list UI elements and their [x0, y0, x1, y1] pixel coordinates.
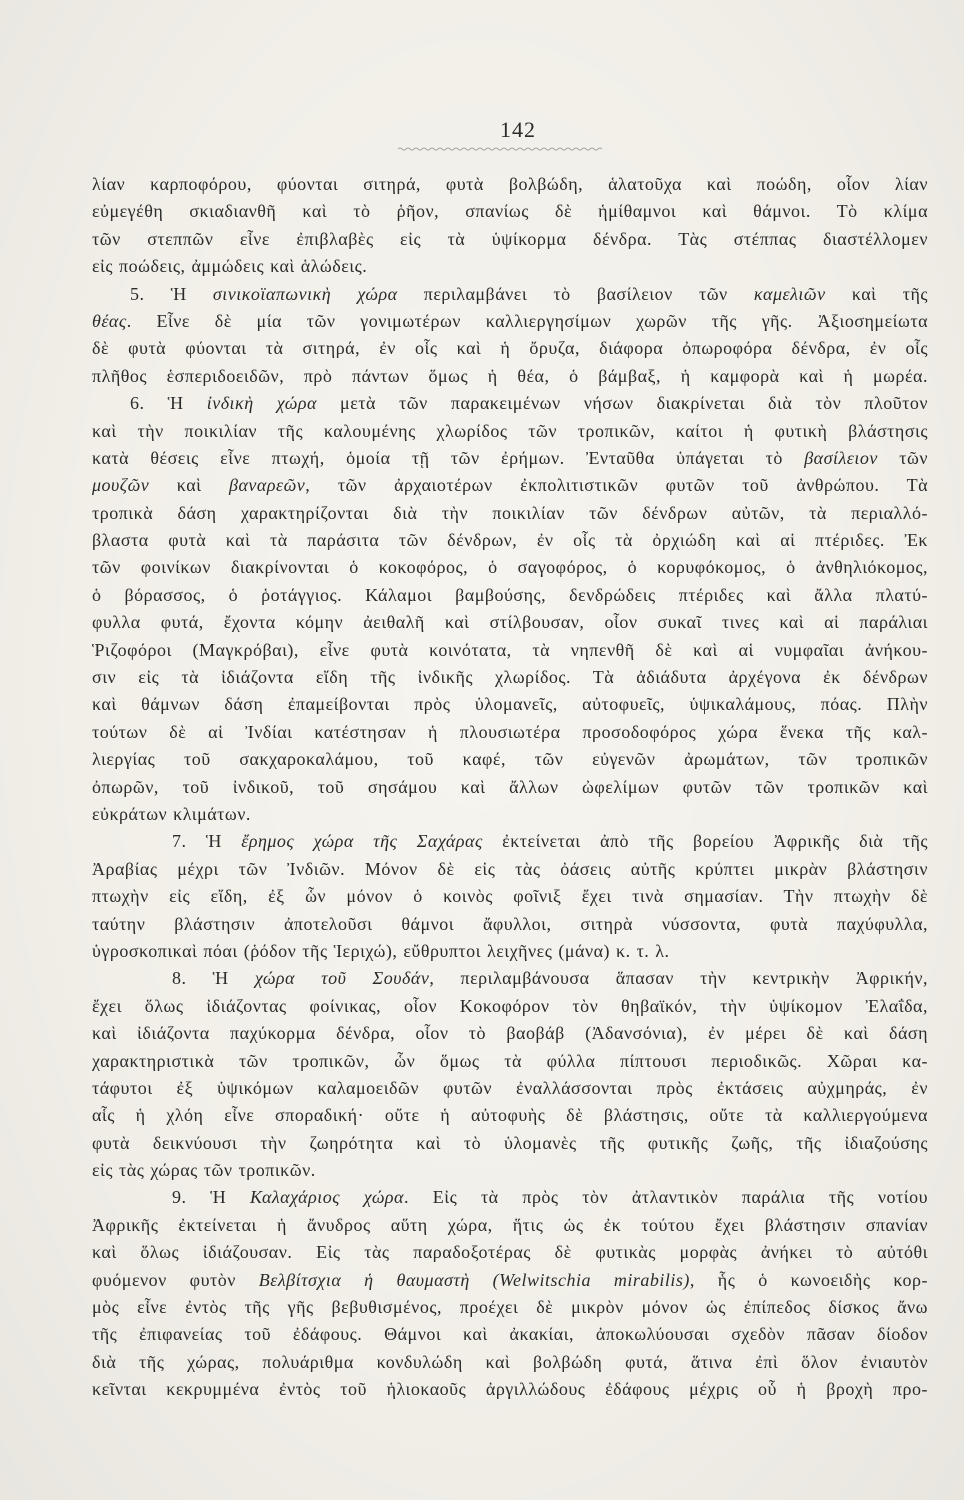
text-line: [92, 472, 928, 499]
paragraph: [92, 390, 928, 828]
text-run: 8. Ἡ: [172, 968, 255, 989]
text-run: 6. Ἡ: [130, 393, 207, 414]
text-line: [92, 500, 928, 527]
italic-term: βαναρεῶν: [229, 475, 306, 496]
text-run: αἷς ἡ χλόη εἶνε σποραδική· οὔτε ἡ αὐτοφυὴς δὲ βλάστησις, οὔτε τὰ καλλιεργούμενα: [92, 1105, 928, 1126]
text-run: εἰς ποώδεις, ἀμμώδεις καὶ ἁλώδεις.: [92, 256, 368, 277]
text-run: καὶ θάμνων δάση ἐπαμείβονται πρὸς ὑλομανεῖς, αὐτοφυεῖς, ὑψικαλάμους, πόας. Πλὴν: [92, 694, 928, 715]
italic-term: ἔρημος χώρα τῆς Σαχάρας: [241, 831, 483, 852]
text-run: καὶ τὴν ποικιλίαν τῆς καλουμένης χλωρίδος τῶν τροπικῶν, καίτοι ἡ φυτικὴ βλάστησις: [92, 420, 928, 441]
italic-term: ἰνδικὴ χώρα: [206, 393, 317, 414]
text-run: ἔχει ὅλως ἰδιάζοντας φοίνικας, οἷον Κοκοφόρον τὸν θηβαϊκόν, τὴν ὑψίκομον Ἐλαΐδα,: [92, 995, 928, 1016]
text-line: [92, 1102, 928, 1129]
text-run: καὶ: [149, 475, 230, 496]
text-line: [92, 363, 928, 390]
text-run: πλῆθος ἑσπεριδοειδῶν, πρὸ πάντων ὅμως ἡ θέα, ὁ βάμβαξ, ἡ καμφορὰ καὶ ἡ μωρέα.: [92, 365, 928, 386]
text-run: καὶ ὅλως ἰδιάζουσαν. Εἰς τὰς παραδοξοτέρας δὲ φυτικὰς μορφὰς ἀνήκει τὸ αὐτόθι: [92, 1242, 928, 1263]
text-line: [92, 911, 928, 938]
text-run: τῶν φοινίκων διακρίνονται ὁ κοκοφόρος, ὁ σαγοφόρος, ὁ κορυφόκομος, ὁ ἀνθηλιόκομος,: [92, 557, 928, 578]
text-run: τροπικὰ δάση χαρακτηρίζονται διὰ τὴν ποικιλίαν τῶν δένδρων αὐτῶν, τὰ περιαλλό-: [92, 502, 928, 523]
italic-term: βασίλειον: [804, 447, 878, 468]
text-line: [92, 828, 928, 855]
text-line: [92, 198, 928, 225]
text-body: [92, 171, 928, 1404]
text-run: . Εἰς τὰ πρὸς τὸν ἀτλαντικὸν παράλια τῆς νοτίου: [404, 1187, 928, 1208]
text-run: φυτὰ δεικνύουσι τὴν ζωηρότητα καὶ τὸ ὑλομανὲς τῆς φυτικῆς ζωῆς, τῆς ἰδιαζούσης: [92, 1132, 928, 1153]
text-run: περιλαμβάνει τὸ βασίλειον τῶν: [397, 283, 754, 304]
text-line: [92, 883, 928, 910]
text-line: [92, 335, 928, 362]
text-line: [92, 1075, 928, 1102]
text-run: τῆς ἐπιφανείας τοῦ ἐδάφους. Θάμνοι καὶ ἀκακίαι, ἀποκωλύουσαι σχεδὸν πᾶσαν δίοδον: [92, 1324, 928, 1345]
text-run: , ἧς ὁ κωνοειδὴς κορ-: [689, 1269, 928, 1290]
text-run: , περιλαμβάνουσα ἅπασαν τὴν κεντρικὴν Ἀφρικήν,: [429, 968, 928, 989]
text-line: [92, 691, 928, 718]
decorative-rule: [398, 144, 602, 154]
text-run: μὸς εἶνε ἐντὸς τῆς γῆς βεβυθισμένος, προέχει δὲ μικρὸν μόνον ὡς ἐπίπεδος δίσκος ἄνω: [92, 1297, 928, 1318]
text-line: [92, 1376, 928, 1403]
text-line: [92, 1212, 928, 1239]
text-run: 9. Ἡ: [172, 1187, 250, 1208]
text-line: [92, 582, 928, 609]
text-line: [92, 609, 928, 636]
text-run: 7. Ἡ: [172, 831, 242, 852]
italic-term: καμελιῶν: [753, 283, 826, 304]
text-run: τῶν: [877, 447, 928, 468]
text-run: λιεργίας τοῦ σακχαροκαλάμου, τοῦ καφέ, τῶν εὐγενῶν ἀρωμάτων, τῶν τροπικῶν: [92, 749, 928, 770]
text-run: φυόμενον φυτὸν: [92, 1269, 259, 1290]
text-run: . Εἶνε δὲ μία τῶν γονιμωτέρων καλλιεργησίμων χωρῶν τῆς γῆς. Ἀξιοσημείωτα: [126, 310, 928, 331]
paragraph: [92, 281, 928, 391]
text-line: [92, 418, 928, 445]
text-line: [92, 664, 928, 691]
text-line: [92, 856, 928, 883]
text-run: Ῥιζοφόροι (Μαγκρόβαι), εἶνε φυτὰ κοινότατα, τὰ νηπενθῆ δὲ καὶ αἱ νυμφαῖαι ἀνήκου-: [92, 639, 928, 660]
text-run: ἐκτείνεται ἀπὸ τῆς βορείου Ἀφρικῆς διὰ τῆς: [482, 831, 928, 852]
text-line: [92, 1349, 928, 1376]
text-run: φυλλα φυτά, ἔχοντα κόμην ἀειθαλῆ καὶ στίλβουσαν, οἷον συκαῖ τινες καὶ αἱ παράλιαι: [92, 612, 928, 633]
text-run: εἰς τὰς χώρας τῶν τροπικῶν.: [92, 1160, 316, 1181]
italic-term: σινικοϊαπωνικὴ χώρα: [212, 283, 398, 304]
text-line: [92, 281, 928, 308]
text-line: [92, 746, 928, 773]
text-line: [92, 226, 928, 253]
text-line: [92, 719, 928, 746]
text-line: [92, 938, 928, 965]
text-line: [92, 390, 928, 417]
text-line: [92, 965, 928, 992]
text-line: [92, 253, 928, 280]
text-run: εὐκράτων κλιμάτων.: [92, 803, 251, 824]
text-run: τῶν στεππῶν εἶνε ἐπιβλαβὲς εἰς τὰ ὑψίκορμα δένδρα. Τὰς στέππας διαστέλλομεν: [92, 228, 928, 249]
text-line: [92, 527, 928, 554]
text-run: δὲ φυτὰ φύονται τὰ σιτηρά, ἐν οἷς καὶ ἡ ὄρυζα, διάφορα ὀπωροφόρα δένδρα, ἐν οἷς: [92, 338, 928, 359]
text-run: πτωχὴν εἰς εἴδη, ἐξ ὧν μόνον ὁ κοινὸς φοῖνιξ ἔχει τινὰ σημασίαν. Τὴν πτωχὴν δὲ: [92, 886, 928, 907]
text-run: ταύτην βλάστησιν ἀποτελοῦσι θάμνοι ἄφυλλοι, σιτηρὰ νύσσοντα, φυτὰ παχύφυλλα,: [92, 913, 928, 934]
text-line: [92, 1239, 928, 1266]
text-line: [92, 171, 928, 198]
text-run: , τῶν ἀρχαιοτέρων ἐκπολιτιστικῶν φυτῶν τοῦ ἀνθρώπου. Τὰ: [305, 475, 928, 496]
text-line: [92, 993, 928, 1020]
text-line: [92, 1130, 928, 1157]
text-line: [92, 1048, 928, 1075]
paragraph: [92, 828, 928, 965]
italic-term: Καλαχάριος χώρα: [249, 1187, 404, 1208]
text-run: χαρακτηριστικὰ τῶν τροπικῶν, ὧν ὅμως τὰ φύλλα πίπτουσι περιοδικῶς. Χῶραι κα-: [92, 1050, 928, 1071]
paragraph: [92, 171, 928, 281]
paragraph: [92, 965, 928, 1184]
text-line: [92, 637, 928, 664]
text-line: [92, 774, 928, 801]
text-line: [92, 554, 928, 581]
text-run: 5. Ἡ: [130, 283, 213, 304]
text-run: ὁ βόρασσος, ὁ ῥοτάγγιος. Κάλαμοι βαμβούσης, δενδρώδεις πτέριδες καὶ ἄλλα πλατύ-: [92, 584, 928, 605]
text-run: ὀπωρῶν, τοῦ ἰνδικοῦ, τοῦ σησάμου καὶ ἄλλων ὠφελίμων φυτῶν τῶν τροπικῶν καὶ: [92, 776, 928, 797]
text-run: ὑγροσκοπικαὶ πόαι (ῥόδον τῆς Ἱεριχώ), εὔθρυπτοι λειχῆνες (μάνα) κ. τ. λ.: [92, 940, 670, 961]
text-line: [92, 1294, 928, 1321]
text-run: καὶ ἰδιάζοντα παχύκορμα δένδρα, οἷον τὸ βαοβάβ (Ἀδανσόνια), ἐν μέρει δὲ καὶ δάση: [92, 1023, 928, 1044]
text-run: μετὰ τῶν παρακειμένων νήσων διακρίνεται διὰ τὸν πλοῦτον: [316, 393, 928, 414]
text-line: [92, 801, 928, 828]
text-run: τάφυτοι ἐξ ὑψικόμων καλαμοειδῶν φυτῶν ἐναλλάσσονται πρὸς ἐκτάσεις αὐχμηράς, ἐν: [92, 1077, 928, 1098]
text-line: [92, 1267, 928, 1294]
text-line: [92, 1020, 928, 1047]
text-run: λίαν καρποφόρου, φύονται σιτηρά, φυτὰ βολβώδη, ἁλατοῦχα καὶ ποώδη, οἷον λίαν: [92, 174, 928, 194]
page-number: 142: [500, 117, 536, 142]
text-line: [92, 445, 928, 472]
text-line: [92, 1157, 928, 1184]
italic-term: μουζῶν: [92, 475, 150, 496]
text-line: [92, 308, 928, 335]
text-run: καὶ τῆς: [825, 283, 928, 304]
italic-term: Βελβίτσχια ἡ θαυμαστὴ (Welwitschia mirabilis): [258, 1269, 690, 1290]
text-run: τούτων δὲ αἱ Ἰνδίαι κατέστησαν ἡ πλουσιωτέρα προσοδοφόρος χώρα ἕνεκα τῆς καλ-: [92, 721, 928, 742]
text-run: διὰ τῆς χώρας, πολυάριθμα κονδυλώδη καὶ βολβώδη φυτά, ἅτινα ἐπὶ ὅλον ἐνιαυτὸν: [92, 1351, 928, 1372]
text-run: σιν εἰς τὰ ἰδιάζοντα εἴδη τῆς ἰνδικῆς χλωρίδος. Τὰ ἀδιάδυτα ἀρχέγονα ἐκ δένδρων: [92, 667, 928, 688]
text-run: Ἀραβίας μέχρι τῶν Ἰνδιῶν. Μόνον δὲ εἰς τὰς ὀάσεις αὐτῆς κρύπτει μικρὰν βλάστησιν: [92, 858, 928, 879]
text-run: κεῖνται κεκρυμμένα ἐντὸς τοῦ ἡλιοκαοῦς ἀργιλλώδους ἐδάφους μέχρις οὗ ἡ βροχὴ προ-: [92, 1379, 928, 1400]
text-run: εὐμεγέθη σκιαδιανθῆ καὶ τὸ ῥῆον, σπανίως δὲ ἡμίθαμνοι καὶ θάμνοι. Τὸ κλίμα: [92, 201, 928, 222]
text-line: [92, 1184, 928, 1211]
italic-term: χώρα τοῦ Σουδάν: [254, 968, 430, 989]
paragraph: [92, 1184, 928, 1403]
italic-term: θέας: [92, 310, 127, 331]
text-run: Ἀφρικῆς ἐκτείνεται ἡ ἄνυδρος αὕτη χώρα, ἥτις ὡς ἐκ τούτου ἔχει βλάστησιν σπανίαν: [92, 1214, 928, 1235]
text-run: κατὰ θέσεις εἶνε πτωχή, ὁμοία τῇ τῶν ἐρήμων. Ἐνταῦθα ὑπάγεται τὸ: [92, 447, 805, 468]
text-run: βλαστα φυτὰ καὶ τὰ παράσιτα τῶν δένδρων, ἐν οἷς τὰ ὀρχιώδη καὶ αἱ πτέριδες. Ἐκ: [92, 530, 928, 551]
text-line: [92, 1321, 928, 1348]
